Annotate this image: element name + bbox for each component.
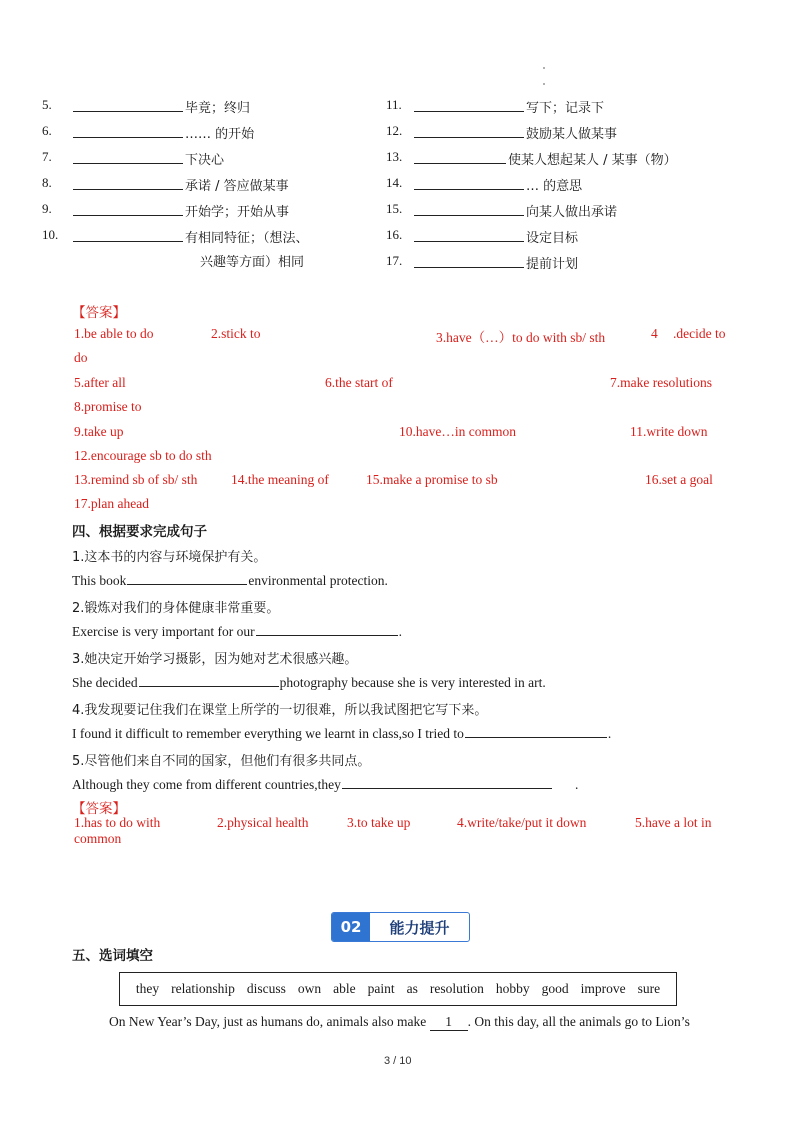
answer-item: 5.after all [74,375,126,390]
vocab-number: 15. [386,201,403,216]
section-badge [331,912,470,942]
vocab-row [73,123,254,142]
sentence-text-start: This book [72,573,127,588]
vocab-answer-blank[interactable] [414,176,524,190]
word-bank-word: hobby [495,981,530,996]
word-bank-word: resolution [429,981,484,996]
word-bank-box [119,972,677,1006]
vocab-meaning: 有相同特征；（想法、 [185,231,309,246]
vocab-meaning: 提前计划 [526,257,579,272]
passage-text-end: . On this day, all the animals go to Lion’s [467,1014,690,1029]
answer-item: 13.remind sb of sb/ sth [74,472,198,487]
sentence-line-en [72,571,388,589]
vocab-meaning: 写下；记录下 [526,101,605,116]
vocab-answer-blank[interactable] [73,150,183,164]
vocab-row [414,97,604,116]
vocab-row [73,201,289,220]
sentence-prompt-zh: 2.锻炼对我们的身体健康非常重要。 [72,601,280,616]
vocab-row [73,149,224,168]
vocab-answer-blank[interactable] [73,228,183,242]
sentence-text-end: environmental protection. [248,573,388,588]
answer-item: 1.has to do with [74,815,161,830]
sentence-answer-blank[interactable] [127,571,247,585]
sentence-line-en [72,673,546,691]
vocab-number: 7. [42,149,52,164]
sentence-text-start: I found it difficult to remember everything we learnt in class,so I tried to [72,726,464,741]
vocab-meaning: … 的意思 [526,179,583,194]
sentence-answer-blank[interactable] [139,673,279,687]
word-bank-word: able [333,981,356,996]
section-5-heading: 五、选词填空 [72,948,153,964]
vocab-answer-blank[interactable] [73,202,183,216]
vocab-meaning: 承诺 / 答应做某事 [185,179,289,194]
answer-item: 4 [651,326,658,341]
vocab-meaning: 毕竟；终归 [185,101,251,116]
vocab-meaning: 下决心 [185,153,225,168]
decor-dot [543,67,545,69]
word-bank-word: good [541,981,569,996]
sentence-prompt-zh: 3.她决定开始学习摄影，因为她对艺术很感兴趣。 [72,652,358,667]
vocab-answer-blank[interactable] [414,228,524,242]
answer-item: 16.set a goal [645,472,713,487]
word-bank-word: own [297,981,322,996]
vocab-answer-blank[interactable] [414,254,524,268]
answer-item: 3.to take up [347,815,411,830]
answer-item: common [74,831,122,846]
answer-item: 3.have（…）to do with sb/ sth [436,330,606,345]
vocab-row [414,149,677,168]
vocab-row [414,123,617,142]
answer-item: 12.encourage sb to do sth [74,448,212,463]
vocab-number: 6. [42,123,52,138]
vocab-answer-blank[interactable] [73,98,183,112]
vocab-meaning: 开始学；开始从事 [185,205,290,220]
vocab-row [414,175,582,194]
vocab-meaning: 设定目标 [526,231,579,246]
vocab-row [73,227,309,246]
vocab-answer-blank[interactable] [414,124,524,138]
sentence-line-en [72,724,611,742]
answer-item: 14.the meaning of [231,472,329,487]
vocab-answer-blank[interactable] [414,150,506,164]
passage-blank[interactable] [430,1014,468,1031]
sentence-text-start: She decided [72,675,138,690]
vocab-number: 5. [42,97,52,112]
answer-label: 【答案】 [72,801,126,817]
sentence-text-end: . [607,726,612,741]
sentence-answer-blank[interactable] [465,724,607,738]
vocab-answer-blank[interactable] [414,202,524,216]
answer-item: 5.have a lot in [635,815,712,830]
vocab-number: 11. [386,97,402,112]
answer-item: 11.write down [630,424,708,439]
vocab-meaning: 使某人想起某人 / 某事（物） [508,153,677,168]
sentence-text-start: Exercise is very important for our [72,624,255,639]
vocab-row [414,201,617,220]
vocab-answer-blank[interactable] [414,98,524,112]
blank-number: 1 [445,1014,452,1029]
vocab-row [73,97,250,116]
answer-label: 【答案】 [72,305,126,321]
decor-dot [543,83,545,85]
answer-item: 7.make resolutions [610,375,712,390]
answer-item: 17.plan ahead [74,496,149,511]
sentence-text-end: photography because she is very interested in art. [279,675,546,690]
vocab-left-continuation: 兴趣等方面）相同 [200,255,305,270]
sentence-prompt-zh: 5.尽管他们来自不同的国家，但他们有很多共同点。 [72,754,371,769]
vocab-number: 14. [386,175,403,190]
answer-item: 2.physical health [217,815,309,830]
vocab-answer-blank[interactable] [73,176,183,190]
answer-item: do [74,350,88,365]
answer-item: 1.be able to do [74,326,154,341]
word-bank-word: improve [580,981,626,996]
sentence-answer-blank[interactable] [342,775,552,789]
answer-item: .decide to [673,326,726,341]
word-bank-word: paint [367,981,395,996]
vocab-row [73,175,289,194]
vocab-number: 17. [386,253,403,268]
vocab-number: 12. [386,123,403,138]
section-4-heading: 四、根据要求完成句子 [72,524,207,540]
vocab-meaning: …… 的开始 [185,127,255,142]
answer-item: 6.the start of [325,375,393,390]
vocab-meaning: 鼓励某人做某事 [526,127,618,142]
word-bank-word: sure [637,981,661,996]
badge-label: 能力提升 [389,918,450,937]
vocab-number: 8. [42,175,52,190]
vocab-number: 9. [42,201,52,216]
sentence-text-end: . [574,777,579,792]
answer-item: 8.promise to [74,399,142,414]
vocab-row [414,253,578,272]
answer-item: 2.stick to [211,326,261,341]
answer-item: 9.take up [74,424,124,439]
word-bank-word: they [135,981,160,996]
sentence-prompt-zh: 1.这本书的内容与环境保护有关。 [72,550,267,565]
word-bank-word: discuss [246,981,286,996]
passage-line [109,1014,690,1031]
sentence-line-en [72,622,402,640]
answer-item: 10.have…in common [399,424,516,439]
sentence-text-start: Although they come from different countries,they [72,777,341,792]
vocab-number: 16. [386,227,403,242]
word-bank-word: relationship [171,981,235,996]
word-bank-word: as [406,981,418,996]
sentence-line-en [72,775,578,793]
sentence-text-end: . [398,624,402,639]
vocab-number: 10. [42,227,59,242]
vocab-meaning: 向某人做出承诺 [526,205,618,220]
vocab-answer-blank[interactable] [73,124,183,138]
sentence-answer-blank[interactable] [256,622,398,636]
vocab-number: 13. [386,149,403,164]
badge-number: 02 [332,913,370,941]
vocab-row [414,227,578,246]
answer-item: 15.make a promise to sb [366,472,498,487]
passage-text-start: On New Year’s Day, just as humans do, animals also make [109,1014,430,1029]
sentence-prompt-zh: 4.我发现要记住我们在课堂上所学的一切很难，所以我试图把它写下来。 [72,703,488,718]
page-number: 3 / 10 [384,1055,412,1067]
answer-item: 4.write/take/put it down [457,815,587,830]
